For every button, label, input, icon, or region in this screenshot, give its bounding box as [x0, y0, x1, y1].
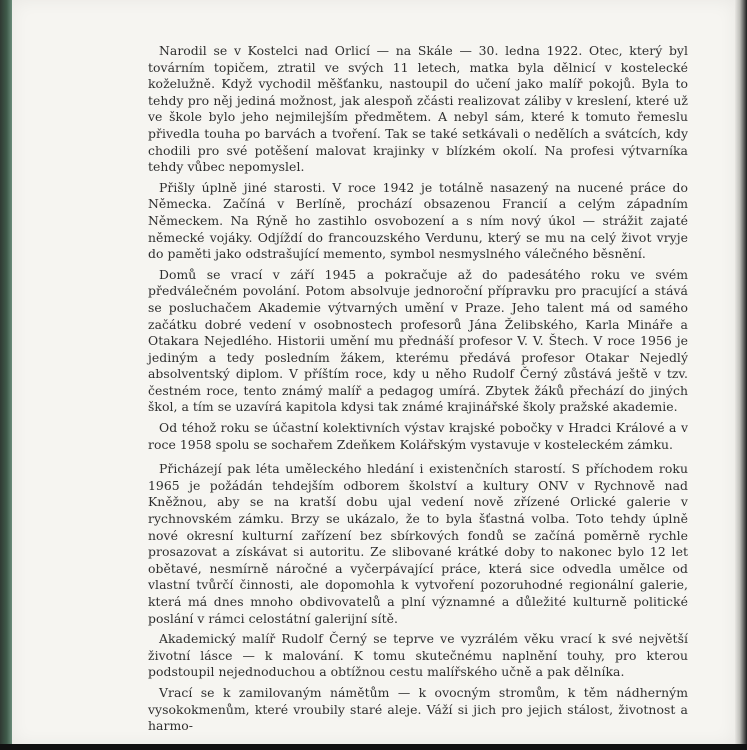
book-spine-edge — [0, 0, 12, 750]
biography-text — [148, 43, 688, 735]
bottom-shadow — [0, 744, 747, 750]
paragraph-early-life: Narodil se v Kostelci nad Orlicí — na Skále — 30. ledna 1922. Otec, který byl továrním topičem, ztratil ve svých 11 letech, matka byla dělnicí v kostelecké koželužně. Když vychodil měšťanku, nastoupil do učení jako malíř pokojů. Byla to tehdy pro něj jediná možnost, jak alespoň zčásti realizovat záliby v kreslení, které už ve škole bylo jeho nejmilejším předmětem. A nebyl sám, které k tomuto řemeslu přivedla touha po barvách a tvoření. Tak se také setkávali o nedělích a svátcích, kdy chodili pro své potěšení malovat krajinky v blízkém okolí. Na profesi výtvarníka tehdy vůbec nepomyslel. — [148, 43, 688, 175]
paragraph-gallery: Přicházejí pak léta uměleckého hledání i existenčních starostí. S příchodem roku 1965 je požádán tehdejším odborem školství a kultury ONV v Rychnově nad Kněžnou, aby se na kratší dobu ujal vedení nově zřízené Orlické galerie v rychnovském zámku. Brzy se ukázalo, že to byla šťastná volba. Toto tehdy úplně nové okresní kulturní zařízení bez sbírkových fondů se začíná poměrně rychle prosazovat a získávat si autoritu. Ze slibované krátké doby to nakonec bylo 12 let obětavé, nesmírně náročné a vyčerpávající práce, která sice odvedla umělce od vlastní tvůrčí činnosti, ale dopomohla k vytvoření pozoruhodné regionální galerie, která má dnes mnoho obdivovatelů a plní významné a důležité kulturně politické poslání v rámci celostátní galerijní sítě. — [148, 461, 688, 626]
paragraph-academy: Domů se vrací v září 1945 a pokračuje až do padesátého roku ve svém předválečném povolání. Potom absolvuje jednoroční přípravku pro pracující a stává se posluchačem Akademie výtvarných umění v Praze. Jeho talent má od samého začátku dobré vedení v osobnostech profesorů Jána Želibského, Karla Mináře a Otakara Nejedlého. Historii umění mu přednáší profesor V. V. Štech. V roce 1956 je jediným a tedy posledním žákem, kterému předává profesor Otakar Nejedlý absolventský diplom. V příštím roce, kdy u něho Rudolf Černý zůstává ještě v tzv. čestném roce, tento známý malíř a pedagog umírá. Zbytek žáků přechází do jiných škol, a tím se uzavírá kapitola kdysi tak známé krajinářské školy pražské akademie. — [148, 266, 688, 415]
paragraph-exhibitions: Od téhož roku se účastní kolektivních výstav krajské pobočky v Hradci Králové a v roce 1958 spolu se sochařem Zdeňkem Kolářským vystavuje v kosteleckém zámku. — [148, 420, 688, 452]
page-stack-edge — [735, 0, 747, 750]
paragraph-return-to-painting: Akademický malíř Rudolf Černý se teprve ve vyzrálém věku vrací k své největší životní lásce — k malování. K tomu skutečnému naplnění touhy, pro kterou podstoupil nejednoduchou a obtížnou cestu malířského učně a pak dělníka. — [148, 631, 688, 680]
paragraph-war-years: Přišly úplně jiné starosti. V roce 1942 je totálně nasazený na nucené práce do Německa. Začíná v Berlíně, prochází obsazenou Francií a celým západním Německem. Na Rýně ho zastihlo osvobození a s ním nový úkol — strážit zajaté německé vojáky. Odjíždí do francouzského Verdunu, který se mu na celý život vryje do paměti jako odstrašující memento, symbol nesmyslného válečného běsnění. — [148, 179, 688, 262]
paragraph-motifs: Vrací se k zamilovaným námětům — k ovocným stromům, k těm nádherným vysokokmenům, které vroubily staré aleje. Váží si jich pro jejich stálost, životnost a harmo- — [148, 684, 688, 734]
